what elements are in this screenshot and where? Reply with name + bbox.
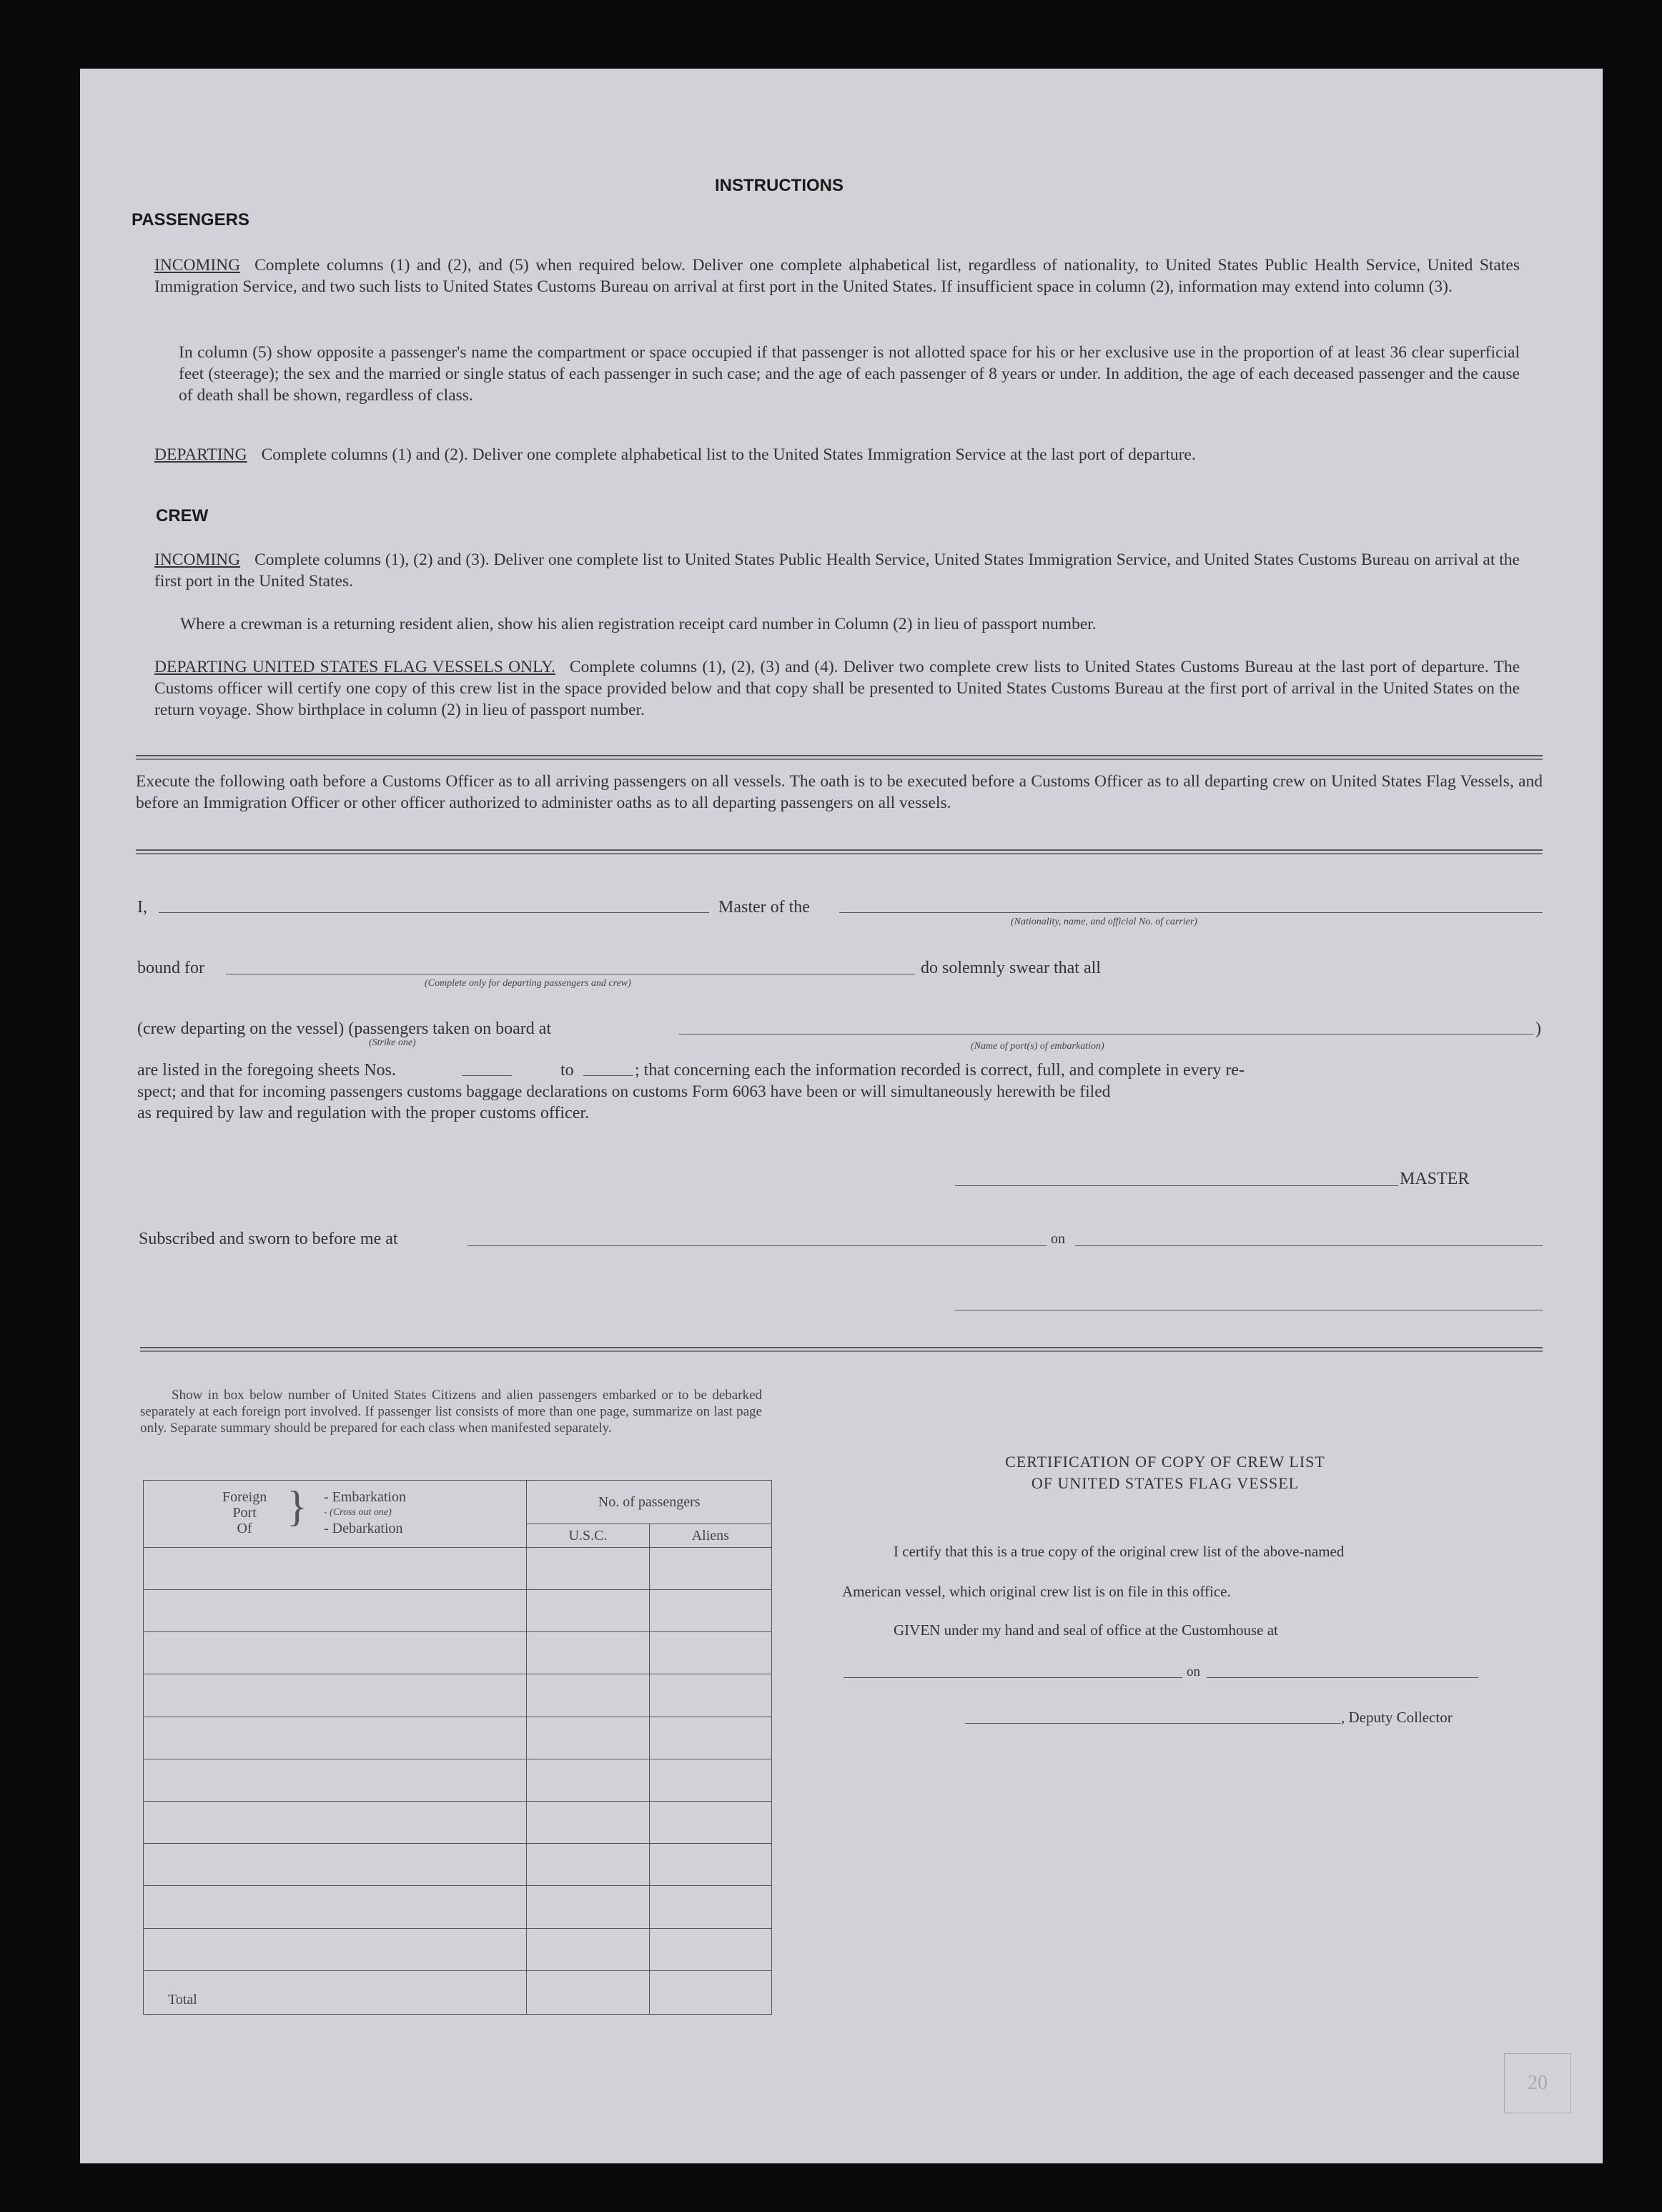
listed-text-2: ; that concerning each the information recorded is correct, full, and complete in every re-: [635, 1061, 1245, 1080]
divider: [136, 849, 1543, 854]
passengers-incoming-paragraph: [154, 255, 1520, 297]
passenger-summary-table: [143, 1480, 772, 2015]
crew-departing-label: (crew departing on the vessel) (passengers taken on board at: [137, 1019, 552, 1038]
ports-caption: (Name of port(s) of embarkation): [971, 1041, 1104, 1052]
divider: [140, 1347, 1543, 1352]
summary-note: Show in box below number of United States Citizens and alien passengers embarked or to be debarked separately at each foreign port involved. If passenger list consists of more than one page, summarize on last page only. Separate summary should be prepared for each class when manifested separately.: [140, 1388, 762, 1436]
listed-text-1: are listed in the foregoing sheets Nos.: [137, 1061, 396, 1080]
port-header-cell: [144, 1481, 527, 1548]
certify-line-2: American vessel, which original crew list is on file in this office.: [842, 1583, 1231, 1600]
swear-label: do solemnly swear that all: [921, 959, 1101, 977]
crew-incoming-label: INCOMING: [154, 550, 241, 569]
port-label: Port: [232, 1505, 257, 1521]
brace-icon: }: [287, 1483, 307, 1530]
given-line: GIVEN under my hand and seal of office at the Customhouse at: [894, 1621, 1278, 1639]
sworn-date-field[interactable]: [1075, 1245, 1543, 1246]
certification-title-line-1: CERTIFICATION OF COPY OF CREW LIST: [1005, 1453, 1325, 1471]
table-row: [144, 1674, 772, 1717]
master-label: MASTER: [1400, 1170, 1470, 1188]
crew-departing-label: DEPARTING UNITED STATES FLAG VESSELS ONLY.: [154, 658, 555, 676]
listed-text-4: as required by law and regulation with the proper customs officer.: [137, 1104, 590, 1122]
embarkation-label: - Embarkation: [324, 1489, 406, 1505]
foreign-label: Foreign: [222, 1489, 267, 1505]
aliens-header: Aliens: [649, 1524, 771, 1548]
crew-departing-text: Complete columns (1), (2), (3) and (4). Deliver two complete crew lists to United States Customs Bureau at the last port of departure. The Customs officer will certify one copy of this crew list in the space provided below and that copy shall be presented to United States Customs Bureau at the first port of arrival in the United States on the return voyage. Show birthplace in column (2) in lieu of passport number.: [154, 658, 1520, 719]
passengers-departing-paragraph: [154, 444, 1520, 465]
passengers-departing-text: Complete columns (1) and (2). Deliver one complete alphabetical list to the United States Immigration Service at the last port of departure.: [261, 445, 1196, 464]
master-signature-field[interactable]: [955, 1185, 1398, 1186]
table-row: [144, 1844, 772, 1886]
table-row: [144, 1632, 772, 1674]
table-row: [144, 1547, 772, 1589]
passengers-column5-paragraph: In column (5) show opposite a passenger's name the compartment or space occupied if that passenger is not allotted space for his or her exclusive use in the proportion of at least 36 clear superficial feet (steerage); the sex and the married or single status of each passenger in such case; and the age of each passenger of 8 years or under. In addition, the age of each deceased passenger and the cause of death shall be shown, regardless of class.: [179, 343, 1520, 405]
sheet-from-field[interactable]: [462, 1075, 512, 1076]
strike-one-caption: (Strike one): [369, 1037, 416, 1048]
crew-resident-paragraph: Where a crewman is a returning resident alien, show his alien registration receipt card number in Column (2) in lieu of passport number.: [180, 615, 1097, 633]
usc-header: U.S.C.: [527, 1524, 649, 1548]
oath-instruction-paragraph: Execute the following oath before a Customs Officer as to all arriving passengers on all vessels. The oath is to be executed before a Customs Officer as to all departing crew on United States Flag Vessels, and before an Immigration Officer or other officer authorized to administer oaths as to all departing passengers on all vessels.: [136, 772, 1543, 812]
master-of-the-label: Master of the: [718, 898, 810, 917]
sworn-on-label: on: [1051, 1231, 1065, 1247]
table-row: [144, 1928, 772, 1970]
customhouse-field[interactable]: [844, 1677, 1182, 1678]
page-number-box: 20: [1504, 2053, 1571, 2113]
deputy-signature-field[interactable]: [965, 1723, 1341, 1724]
table-row: [144, 1717, 772, 1759]
listed-to-label: to: [560, 1061, 574, 1080]
certification-title: [915, 1451, 1415, 1494]
subscribed-label: Subscribed and sworn to before me at: [139, 1230, 398, 1248]
table-row: [144, 1759, 772, 1801]
of-label: Of: [237, 1521, 252, 1536]
certification-title-line-2: OF UNITED STATES FLAG VESSEL: [1031, 1474, 1300, 1492]
carrier-caption: (Nationality, name, and official No. of carrier): [1011, 917, 1197, 927]
crew-incoming-text: Complete columns (1), (2) and (3). Deliver one complete list to United States Public Health Service, United States Immigration Service, and United States Customs Bureau on arrival at the first port in the United States.: [154, 550, 1520, 591]
debarkation-label: - Debarkation: [324, 1521, 403, 1536]
crew-heading: CREW: [156, 506, 209, 525]
divider: [136, 755, 1543, 760]
no-of-passengers-header: No. of passengers: [527, 1481, 772, 1524]
total-label: Total: [144, 1970, 527, 2014]
table-row: [144, 1801, 772, 1843]
bound-for-label: bound for: [137, 959, 204, 977]
master-name-field[interactable]: [159, 912, 709, 913]
close-paren: ): [1535, 1019, 1541, 1038]
cross-out-label: - (Cross out one): [324, 1507, 392, 1518]
deputy-collector-label: , Deputy Collector: [1341, 1709, 1453, 1726]
passengers-incoming-text: Complete columns (1) and (2), and (5) when required below. Deliver one complete alphabetical list, regardless of nationality, to United States Public Health Service, United States Immigration Service, and two such lists to United States Customs Bureau on arrival at first port in the United States. If insufficient space in column (2), information may extend into column (3).: [154, 256, 1520, 296]
page-title: INSTRUCTIONS: [715, 176, 844, 195]
certification-on-label: on: [1187, 1664, 1200, 1679]
passengers-incoming-label: INCOMING: [154, 256, 241, 275]
port-of-embarkation-field[interactable]: [679, 1034, 1534, 1035]
oath-i-label: I,: [137, 898, 147, 917]
table-row: [144, 1886, 772, 1928]
passengers-heading: PASSENGERS: [132, 210, 249, 229]
sheet-to-field[interactable]: [583, 1075, 633, 1076]
listed-text-3: spect; and that for incoming passengers customs baggage declarations on customs Form 6063 have been or will simultaneously herewith be filed: [137, 1082, 1111, 1101]
passengers-departing-label: DEPARTING: [154, 445, 247, 464]
sworn-place-field[interactable]: [468, 1245, 1047, 1246]
crew-departing-paragraph: [154, 656, 1520, 721]
carrier-field[interactable]: [839, 912, 1543, 913]
table-row: [144, 1590, 772, 1632]
certify-line-1: I certify that this is a true copy of the original crew list of the above-named: [894, 1543, 1345, 1560]
total-row: [144, 1970, 772, 2014]
certification-date-field[interactable]: [1207, 1677, 1478, 1678]
bound-for-caption: (Complete only for departing passengers and crew): [425, 978, 631, 989]
crew-incoming-paragraph: [154, 549, 1520, 592]
form-page: [80, 69, 1603, 2163]
